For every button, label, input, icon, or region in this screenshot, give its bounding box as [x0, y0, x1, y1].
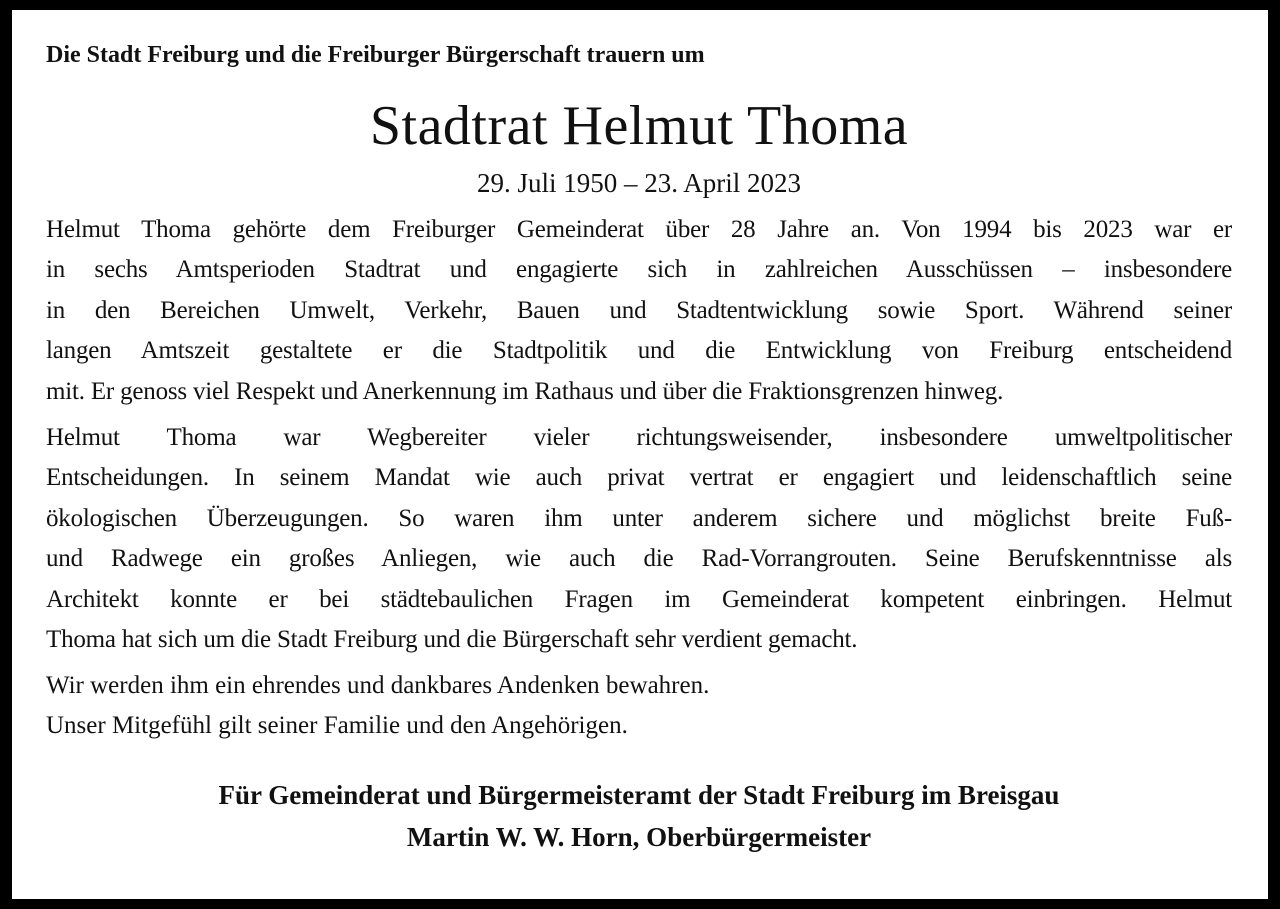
text-line: in den Bereichen Umwelt, Verkehr, Bauen und Stadtentwicklung sowie Sport. Während seiner [46, 296, 1232, 324]
intro-line: Die Stadt Freiburg und die Freiburger Bürgerschaft trauern um [46, 42, 705, 68]
text-line: mit. Er genoss viel Respekt und Anerkennung im Rathaus und über die Fraktionsgrenzen hinweg. [46, 377, 1004, 405]
obituary-notice [12, 10, 1268, 899]
deceased-name: Stadtrat Helmut Thoma [369, 95, 909, 157]
signature-block [46, 774, 1232, 858]
paragraph-career [46, 210, 1232, 412]
paragraph-legacy [46, 418, 1232, 660]
signature-mayor: Martin W. W. Horn, Oberbürgermeister [406, 822, 872, 853]
life-dates: 29. Juli 1950 – 23. April 2023 [476, 168, 801, 198]
signature-organization: Für Gemeinderat und Bürgermeisteramt der Stadt Freiburg im Breisgau [218, 780, 1060, 811]
text-line: Entscheidungen. In seinem Mandat wie auch privat vertrat er engagiert und leidenschaftlich seine [46, 464, 1232, 492]
text-line: und Radwege ein großes Anliegen, wie auch die Rad-Vorrangrouten. Seine Berufskenntnisse als [46, 545, 1232, 573]
text-line: Helmut Thoma gehörte dem Freiburger Gemeinderat über 28 Jahre an. Von 1994 bis 2023 war er [46, 216, 1232, 243]
text-line: Wir werden ihm ein ehrendes und dankbares Andenken bewahren. [46, 672, 710, 700]
text-line: ökologischen Überzeugungen. So waren ihm unter anderem sichere und möglichst breite Fuß- [46, 504, 1232, 532]
closing-words [46, 666, 1232, 746]
text-line: Thoma hat sich um die Stadt Freiburg und die Bürgerschaft sehr verdient gemacht. [46, 626, 858, 654]
text-line: Unser Mitgefühl gilt seiner Familie und den Angehörigen. [46, 712, 628, 740]
text-line: Helmut Thoma war Wegbereiter vieler richtungsweisender, insbesondere umweltpolitischer [46, 424, 1232, 452]
text-line: langen Amtszeit gestaltete er die Stadtpolitik und die Entwicklung von Freiburg entscheidend [46, 337, 1232, 365]
text-line: Architekt konnte er bei städtebaulichen Fragen im Gemeinderat kompetent einbringen. Helmut [46, 585, 1232, 613]
text-line: in sechs Amtsperioden Stadtrat und engagierte sich in zahlreichen Ausschüssen – insbesondere [46, 256, 1232, 284]
